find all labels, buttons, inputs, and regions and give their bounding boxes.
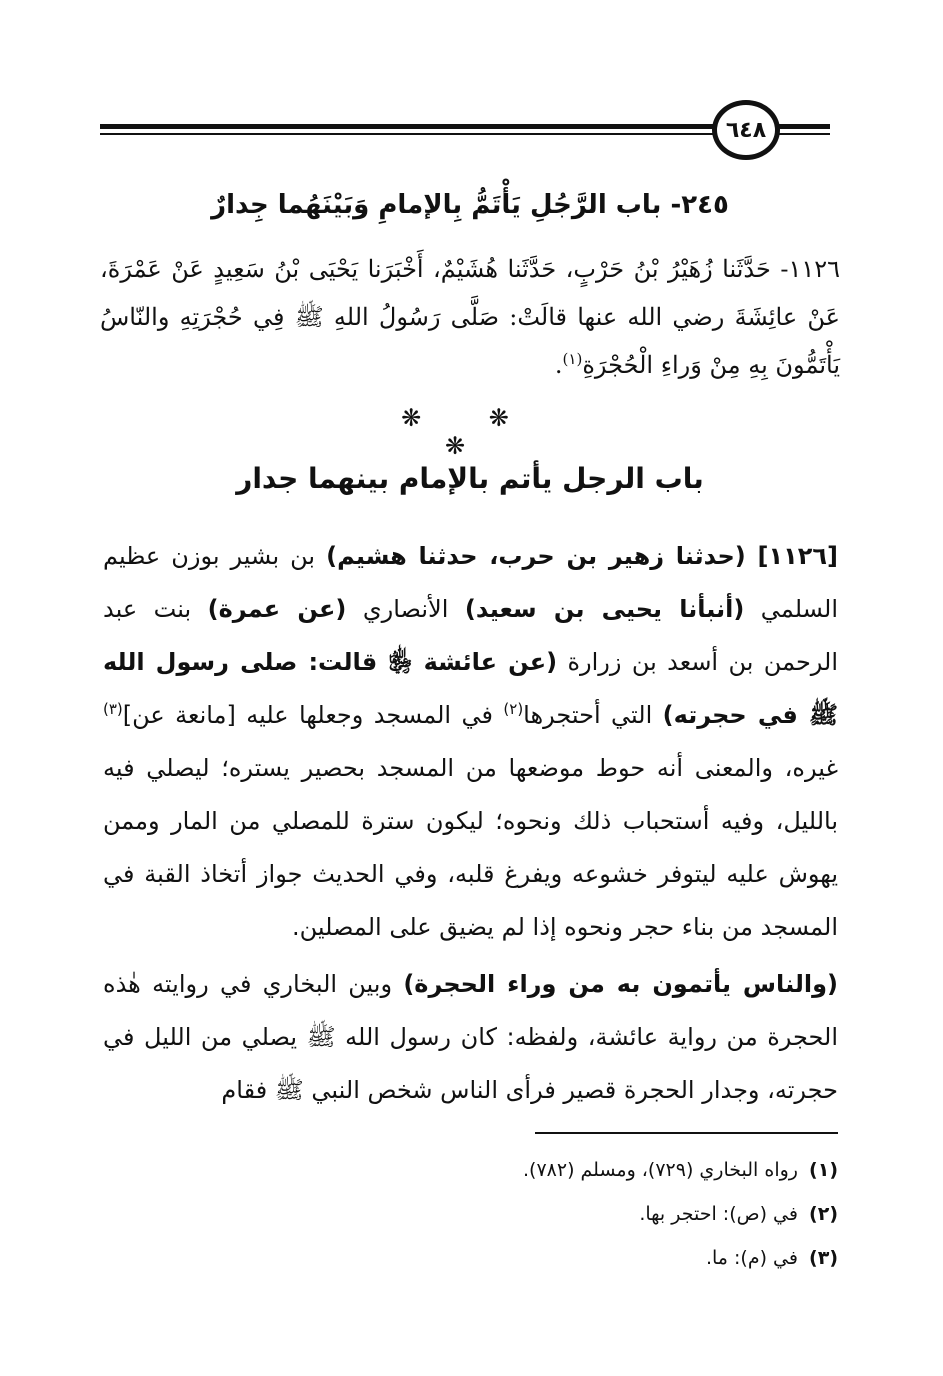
header-rule-thick — [100, 124, 720, 129]
commentary-text: في المسجد وجعلها عليه [مانعة عن] — [122, 701, 504, 729]
commentary-paragraph-2 — [103, 958, 838, 1117]
footnote-text: في (م): ما. — [705, 1247, 798, 1269]
footnote-number: (١) — [809, 1159, 838, 1181]
commentary-text: التي أحتجرها — [523, 701, 663, 729]
footnote-1 — [300, 1148, 838, 1192]
hadith-line-2: عَنْ عائِشَةَ رضي الله عنها قالَتْ: صَلَّى رَسُولُ اللهِ ﷺ فِي حُجْرَتِهِ والنّاسُ يَأْتَمُّونَ بِهِ — [100, 303, 840, 379]
separator-stars: ❋ ❋ ❋ — [401, 404, 539, 460]
commentary-bold: [١١٢٦] (حدثنا زهير بن حرب، حدثنا هشيم) — [326, 542, 838, 570]
header-rule-thin — [100, 133, 720, 135]
chapter-title: ٢٤٥- باب الرَّجُلِ يَأْتَمُّ بِالإمامِ وَبَيْنَهُما جِدارٌ — [211, 190, 729, 220]
footnote-text: رواه البخاري (٧٢٩)، ومسلم (٧٨٢). — [522, 1159, 798, 1181]
commentary-text: بنت عبد الرحمن بن أسعد بن زرارة — [103, 595, 838, 676]
page-number: ٦٤٨ — [725, 117, 767, 143]
header-rule-right-thick — [775, 124, 830, 129]
header-rule-right-thin — [775, 133, 830, 135]
header-rule — [100, 120, 720, 140]
footnote-3 — [300, 1236, 838, 1280]
hadith-text — [100, 245, 840, 389]
footnote-ref-1: (١) — [562, 350, 583, 368]
page-number-badge — [712, 100, 780, 160]
footnote-rule — [535, 1132, 838, 1134]
footnote-number: (٣) — [809, 1247, 838, 1269]
footnote-number: (٢) — [809, 1203, 838, 1225]
header-rule-right — [775, 120, 830, 140]
commentary-paragraph-1 — [103, 530, 838, 954]
commentary-bold: (عن عمرة) — [207, 595, 347, 623]
commentary-bold: (والناس يأتمون به من وراء الحجرة) — [403, 970, 838, 998]
commentary — [103, 530, 838, 1117]
footnote-ref-3: (٣) — [103, 700, 123, 718]
footnotes — [300, 1148, 838, 1280]
section-title: باب الرجل يأتم بالإمام بينهما جدار — [236, 462, 704, 495]
commentary-text: غيره، والمعنى أنه حوط موضعها من المسجد بحصير يستره؛ ليصلي فيه بالليل، وفيه أستحباب ذلك ونحوه؛ ليكون سترة للمصلي من المار وممن يهوش عليه ليتوفر خشوعه ويفرغ قلبه، وفي الحديث جواز أتخاذ القبة في المسجد من بناء حجر ونحوه إذا لم يضيق على المصلين. — [103, 754, 838, 941]
hadith-line-1: ١١٢٦- حَدَّثَنا زُهَيْرُ بْنُ حَرْبٍ، حَدَّثَنا هُشَيْمٌ، أَخْبَرَنا يَحْيَى بْنُ سَعِيدٍ عَنْ عَمْرَةَ، — [100, 255, 840, 283]
footnote-text: في (ص): احتجر بها. — [639, 1203, 798, 1225]
footnote-ref-2: (٢) — [503, 700, 524, 718]
hadith-line-3-end: . — [554, 351, 563, 379]
commentary-text: الأنصاري — [346, 595, 465, 623]
footnote-2 — [300, 1192, 838, 1236]
hadith-line-3: مِنْ وَراءِ الْحُجْرَةِ — [582, 351, 741, 379]
commentary-bold: (أنبأنا يحيى بن سعيد) — [464, 595, 745, 623]
commentary-bold: (عن عائشة ﵂ قالت: صلى رسول الله ﷺ في حجرته) — [103, 648, 838, 729]
commentary-text: بن بشير بوزن عظيم السلمي — [103, 542, 839, 623]
commentary-text: وبين البخاري في روايته هٰذه الحجرة من رواية عائشة، ولفظه: كان رسول الله ﷺ يصلي من الليل في حجرته، وجدار الحجرة قصير فرأى الناس شخص النبي ﷺ فقام — [103, 970, 838, 1104]
